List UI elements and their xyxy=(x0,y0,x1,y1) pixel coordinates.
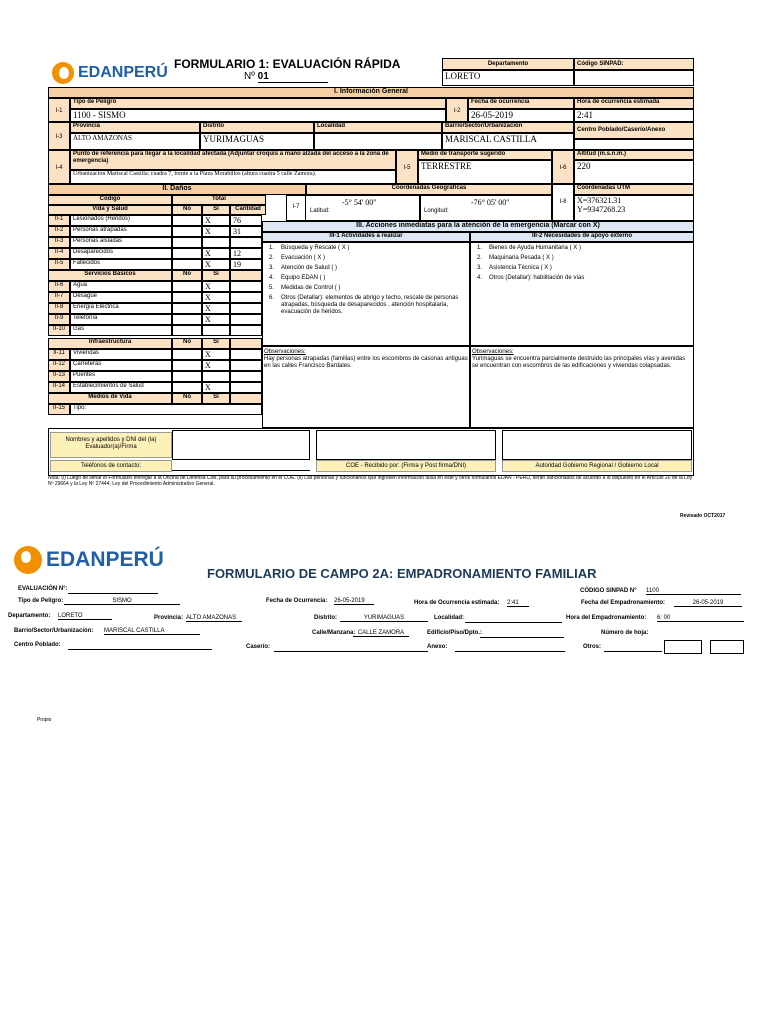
hoja-box-1[interactable] xyxy=(664,640,702,654)
form1-title: FORMULARIO 1: EVALUACIÓN RÁPIDA xyxy=(174,57,401,71)
edan-logo-2-text: EDANPERÚ xyxy=(46,548,164,571)
row-code: II-14 xyxy=(48,382,70,393)
fecha-label: Fecha de ocurrencia xyxy=(468,98,574,109)
row-qty: 76 xyxy=(230,215,262,226)
row-qty xyxy=(230,382,262,393)
row-si: X xyxy=(202,259,230,270)
necesidades-list xyxy=(477,245,689,285)
localidad-value xyxy=(314,133,442,150)
actividades-list xyxy=(269,245,465,319)
coe-box xyxy=(316,430,496,460)
list-item xyxy=(269,245,465,252)
code-i8: I-8 xyxy=(552,184,574,221)
transporte-value: TERRESTRE xyxy=(418,160,552,184)
row-qty xyxy=(230,325,262,336)
row-code: II-12 xyxy=(48,360,70,371)
hora-label: Hora de ocurrencia estimada xyxy=(574,98,694,109)
distrito-value: YURIMAGUAS xyxy=(200,133,314,150)
obs1-label: Observaciones: xyxy=(264,349,306,355)
coord-label: Coordenadas Geográficas xyxy=(306,184,552,195)
longitud-label: Longitud: xyxy=(424,208,449,214)
hora-value: 2:41 xyxy=(574,109,694,122)
sinpad-label: Código SINPAD: xyxy=(574,58,694,70)
autoridad-label: Autoridad Gobierno Regional / Gobierno Local xyxy=(502,460,692,472)
row-si: X xyxy=(202,349,230,360)
depto2-label: Departamento: xyxy=(8,613,51,619)
row-no xyxy=(172,259,202,270)
necesidades-box xyxy=(470,242,694,346)
fecha2-label: Fecha de Ocurrencia: xyxy=(266,598,328,604)
medios-header-no: No xyxy=(172,393,202,404)
tipo2-label: Tipo de Peligro: xyxy=(18,598,64,604)
list-item xyxy=(269,295,465,316)
row-si xyxy=(202,371,230,382)
evaluacion-line xyxy=(68,593,158,594)
list-item xyxy=(477,265,689,272)
anexo2-label: Anexo: xyxy=(427,644,448,650)
obs2-box xyxy=(470,346,694,428)
prov2-label: Provincia: xyxy=(154,615,184,621)
list-item-text: Atención de Salud ( ) xyxy=(281,265,338,271)
row-no xyxy=(172,303,202,314)
utm-x: X=376321.31 xyxy=(577,196,622,205)
hoja-box-2[interactable] xyxy=(710,640,744,654)
row-label: Personas atrapadas xyxy=(70,226,172,237)
list-item-number: 5. xyxy=(269,285,275,291)
edan-logo-icon xyxy=(52,62,74,84)
row-qty xyxy=(230,314,262,325)
telefono-label: Teléfonos de contacto: xyxy=(50,460,172,472)
row-label: Establecimientos de Salud xyxy=(70,382,172,393)
tipo-peligro-value: 1100 - SISMO xyxy=(70,109,446,122)
list-item-text: Otros (Detallar): elementos de abrigo y techo, rescate de personas atrapadas, búsqueda de desaparecidos , atención hospitalaria, evacuación de heridos. xyxy=(281,295,459,315)
code-i6: I-6 xyxy=(552,150,574,184)
centro-label: Centro Poblado/Caserío/Anexo xyxy=(574,122,694,139)
row-no xyxy=(172,349,202,360)
row-no xyxy=(172,382,202,393)
edan-logo-2-icon xyxy=(14,546,42,574)
edificio2-line[interactable] xyxy=(480,637,564,638)
row-no xyxy=(172,281,202,292)
prov2-value[interactable]: ALTO AMAZONAS xyxy=(186,615,242,622)
row-label: Gas xyxy=(70,325,172,336)
servicios-header-label: Servicios Básicos xyxy=(48,270,172,281)
infra-header-no: No xyxy=(172,338,202,349)
row-no xyxy=(172,314,202,325)
servicios-header-no: No xyxy=(172,270,202,281)
referencia-label: Punto de referencia para llegar a la localidad afectada (Adjuntar croquis a mano alzada del acceso a la zona de emergencia) xyxy=(70,150,396,170)
longitud-value: -76° 05' 00'' xyxy=(471,198,510,207)
list-item-text: Otros (Detallar): habilitación de vías xyxy=(489,275,585,281)
row-code: II-8 xyxy=(48,303,70,314)
obs1-text: Hay personas atrapadas (familias) entre los escombros de casonas antiguas en las calles Francisco Bardales. xyxy=(264,356,468,369)
edan-logo-2 xyxy=(14,543,164,577)
row-si: X xyxy=(202,281,230,292)
list-item-text: Evacuación ( X ) xyxy=(281,255,326,261)
list-item-number: 2. xyxy=(477,255,483,261)
row-label: Viviendas xyxy=(70,349,172,360)
hora2-value[interactable]: 2:41 xyxy=(507,600,529,607)
hoja2-label: Número de hoja: xyxy=(601,630,649,636)
row-no xyxy=(172,371,202,382)
list-item-number: 4. xyxy=(477,275,483,281)
medios-header-blank xyxy=(230,393,262,404)
tipo-peligro-label: Tipo de Peligro xyxy=(70,98,446,109)
row-no xyxy=(172,237,202,248)
code-i7: I-7 xyxy=(286,195,306,221)
row-label: Lesionados (Heridos) xyxy=(70,215,172,226)
distrito2-label: Distrito: xyxy=(314,615,337,621)
code-i4: I-4 xyxy=(48,150,70,184)
list-item xyxy=(269,255,465,262)
anexo2-line[interactable] xyxy=(455,651,565,652)
list-item xyxy=(269,285,465,292)
form1-number-label: Nº xyxy=(244,71,255,82)
coe-label: COE - Recibido por: (Firma y Post firma/DNI) xyxy=(316,460,496,472)
localidad2-line[interactable] xyxy=(465,622,562,623)
row-code: II-10 xyxy=(48,325,70,336)
calle2-value[interactable]: CALLE ZAMORA xyxy=(353,630,409,637)
fecha-value: 26-05-2019 xyxy=(468,109,574,122)
section3-1-header: III-1 Actividades a realizar xyxy=(262,232,470,242)
row-code: II-11 xyxy=(48,349,70,360)
autoridad-box xyxy=(502,430,692,460)
firma-label: Nombres y apellidos y DNI del (la) Evaluador(a)/Firma xyxy=(50,432,172,458)
revisado-text: Revisado OCT2017 xyxy=(680,513,726,519)
sinpad-value xyxy=(574,70,694,86)
medios-tipo: Tipo: xyxy=(70,404,262,415)
form2-title: FORMULARIO DE CAMPO 2A: EMPADRONAMIENTO FAMILIAR xyxy=(207,566,597,581)
list-item-number: 1. xyxy=(477,245,483,251)
centro-value xyxy=(574,139,694,150)
distrito2-value[interactable]: YURIMAGUAS xyxy=(340,615,428,622)
fechaemp-value[interactable]: 26-05-2019 xyxy=(674,600,742,607)
row-qty xyxy=(230,237,262,248)
row-code: II-6 xyxy=(48,281,70,292)
otros2-line[interactable] xyxy=(604,651,662,652)
row-si: X xyxy=(202,226,230,237)
list-item-number: 6. xyxy=(269,295,275,301)
horaemp-value[interactable]: 6: 00 xyxy=(657,615,744,622)
caserio2-label: Caserío: xyxy=(246,644,271,650)
caserio2-line[interactable] xyxy=(274,651,428,652)
form1-number xyxy=(244,71,328,83)
row-label: Energía Eléctrica xyxy=(70,303,172,314)
centro2-line[interactable] xyxy=(68,649,212,650)
latitud-value: -5° 54' 00'' xyxy=(342,198,377,207)
horaemp-label: Hora del Empadronamiento: xyxy=(566,615,647,621)
row-qty xyxy=(230,360,262,371)
form2-fields xyxy=(0,584,768,664)
obs1-box xyxy=(262,346,470,428)
distrito-label: Distrito xyxy=(200,122,314,133)
row-no xyxy=(172,360,202,371)
longitud-box xyxy=(420,195,552,221)
row-qty xyxy=(230,349,262,360)
row-label: Desaparecidos xyxy=(70,248,172,259)
row-si: X xyxy=(202,382,230,393)
row-label: Telefonía xyxy=(70,314,172,325)
row-label: Carreteras xyxy=(70,360,172,371)
row-si xyxy=(202,237,230,248)
provincia-value: ALTO AMAZONAS xyxy=(70,133,200,150)
otros2-label: Otros: xyxy=(583,644,601,650)
list-item xyxy=(477,275,689,282)
list-item-number: 1. xyxy=(269,245,275,251)
row-no xyxy=(172,325,202,336)
section3-2-header: III-2 Necesidades de apoyo externo xyxy=(470,232,694,242)
form1 xyxy=(44,56,694,496)
evaluacion-label: EVALUACIÓN N°: xyxy=(18,586,68,592)
row-code: II-9 xyxy=(48,314,70,325)
row-qty xyxy=(230,292,262,303)
medios-header-label: Medios de Vida xyxy=(48,393,172,404)
firma-box xyxy=(172,430,310,460)
centro2-label: Centro Poblado: xyxy=(14,642,61,648)
utm-label: Coordenadas UTM xyxy=(574,184,694,195)
edificio2-label: Edificio/Piso/Dpto.: xyxy=(427,630,482,636)
list-item-text: Maquinaria Pesada ( X ) xyxy=(489,255,554,261)
row-si: X xyxy=(202,303,230,314)
obs2-label: Observaciones: xyxy=(472,349,514,355)
total-label: Total xyxy=(172,195,266,205)
obs2-text: Yurimaguas se encuentra parcialmente destruido las principales vías y avenidas se encuentran con escombros de las edificaciones y viviendas colapsadas. xyxy=(472,356,686,369)
row-label: Desagüe xyxy=(70,292,172,303)
telefono-line xyxy=(172,470,310,471)
medios-header-si: Sí xyxy=(202,393,230,404)
section3-header: III. Acciones inmediatas para la atención de la emergencia (Marcar con X) xyxy=(262,221,694,232)
barrio2-value[interactable]: MARISCAL CASTILLA xyxy=(104,628,200,635)
list-item xyxy=(269,265,465,272)
list-item-text: Asistencia Técnica ( X ) xyxy=(489,265,552,271)
barrio-label: Barrio/Sector/Urbanización xyxy=(442,122,574,133)
row-label: Agua xyxy=(70,281,172,292)
list-item-number: 4. xyxy=(269,275,275,281)
no-header: No xyxy=(172,205,202,215)
servicios-header-si: Sí xyxy=(202,270,230,281)
infra-header-blank xyxy=(230,338,262,349)
code-i1: I-1 xyxy=(48,98,70,122)
utm-box xyxy=(574,195,694,221)
altitud-label: Altitud (m.s.n.m.) xyxy=(574,150,694,160)
row-code: II-13 xyxy=(48,371,70,382)
row-no xyxy=(172,215,202,226)
list-item-text: Equipo EDAN ( ) xyxy=(281,275,326,281)
row-code: II-3 xyxy=(48,237,70,248)
row-qty: 12 xyxy=(230,248,262,259)
row-code: II-15 xyxy=(48,404,70,415)
infra-header-si: Sí xyxy=(202,338,230,349)
row-code: II-7 xyxy=(48,292,70,303)
dept-label: Departamento xyxy=(442,58,574,70)
row-label: Puentes xyxy=(70,371,172,382)
barrio-value: MARISCAL CASTILLA xyxy=(442,133,574,150)
list-item xyxy=(477,245,689,252)
row-qty: 19 xyxy=(230,259,262,270)
row-code: II-2 xyxy=(48,226,70,237)
dept-value: LORETO xyxy=(442,70,574,86)
row-si: X xyxy=(202,360,230,371)
hora2-label: Hora de Ocurrencia estimada: xyxy=(414,600,500,606)
referencia-value: Urbanización Mariscal Castilla: cuadra 7, frente a la Plaza Morabillos (altura cuadra 5 calle Zamora). xyxy=(70,170,396,184)
row-no xyxy=(172,292,202,303)
row-si: X xyxy=(202,215,230,226)
section1-header: I. Información General xyxy=(48,87,694,98)
row-code: II-4 xyxy=(48,248,70,259)
list-item-number: 3. xyxy=(269,265,275,271)
nota-text: Nota: (i) Luego de llenar el Formulario entregar a la Oficina de Defensa Civil, para su procesamiento en el COE. (ii) Las personas y funcionarios que ingresen información falsa en este y otros formularios EDAN - PERU, serán sancionados de acuerdo a lo dispuesto en el Artículo 20 de la Ley Nº 29664 y la Ley Nº 27444, Ley del Procedimiento Administrativo General. xyxy=(48,475,693,487)
list-item-text: Búsqueda y Rescate ( X ) xyxy=(281,245,350,251)
sinpad2-value[interactable]: 1100 xyxy=(646,588,741,595)
form1-number-value: 01 xyxy=(258,71,328,83)
tipo2-value[interactable]: SISMO xyxy=(64,598,180,605)
list-item-text: Medidas de Control ( ) xyxy=(281,285,341,291)
cantidad-header: Cantidad xyxy=(230,205,266,215)
actividades-box xyxy=(262,242,470,346)
calle2-label: Calle/Manzana: xyxy=(312,630,356,636)
list-item xyxy=(269,275,465,282)
list-item-text: Bienes de Ayuda Humanitaria ( X ) xyxy=(489,245,581,251)
edan-logo xyxy=(52,60,168,86)
localidad2-label: Localidad: xyxy=(434,615,465,621)
fechaemp-label: Fecha del Empadronamiento: xyxy=(581,600,666,606)
localidad-label: Localidad xyxy=(314,122,442,133)
servicios-header-blank xyxy=(230,270,262,281)
list-item xyxy=(477,255,689,262)
provincia-label: Provincia xyxy=(70,122,200,133)
latitud-box xyxy=(286,195,420,221)
row-label: Personas aisladas xyxy=(70,237,172,248)
depto2-value[interactable]: LORETO xyxy=(58,613,112,620)
barrio2-label: Barrio/Sector/Urbanización: xyxy=(14,628,94,634)
row-code: II-5 xyxy=(48,259,70,270)
section2-header: II. Daños xyxy=(48,184,306,195)
row-code: II-1 xyxy=(48,215,70,226)
transporte-label: Medio de transporte sugerido xyxy=(418,150,552,160)
codigo-label: Código xyxy=(48,195,172,205)
row-si: X xyxy=(202,248,230,259)
fecha2-value[interactable]: 26-05-2019 xyxy=(334,598,374,605)
row-no xyxy=(172,248,202,259)
list-item-number: 2. xyxy=(269,255,275,261)
row-si xyxy=(202,325,230,336)
list-item-number: 3. xyxy=(477,265,483,271)
sinpad2-label: CÓDIGO SINPAD N° xyxy=(580,588,637,594)
row-qty xyxy=(230,281,262,292)
edan-logo-text: EDANPERÚ xyxy=(78,64,168,81)
row-qty: 31 xyxy=(230,226,262,237)
row-label: Fallecidos xyxy=(70,259,172,270)
row-si: X xyxy=(202,314,230,325)
code-i5: I-5 xyxy=(396,150,418,184)
utm-y: Y=9347268.23 xyxy=(577,205,626,214)
row-qty xyxy=(230,371,262,382)
vida-label: Vida y Salud xyxy=(48,205,172,215)
code-i3: I-3 xyxy=(48,122,70,150)
altitud-value: 220 xyxy=(574,160,694,184)
si-header: Sí xyxy=(202,205,230,215)
infra-header-label: Infraestructura xyxy=(48,338,172,349)
latitud-label: Latitud: xyxy=(310,208,330,214)
row-si: X xyxy=(202,292,230,303)
propio-text: Propio xyxy=(37,717,52,723)
row-no xyxy=(172,226,202,237)
row-qty xyxy=(230,303,262,314)
code-i2: I-2 xyxy=(446,98,468,122)
